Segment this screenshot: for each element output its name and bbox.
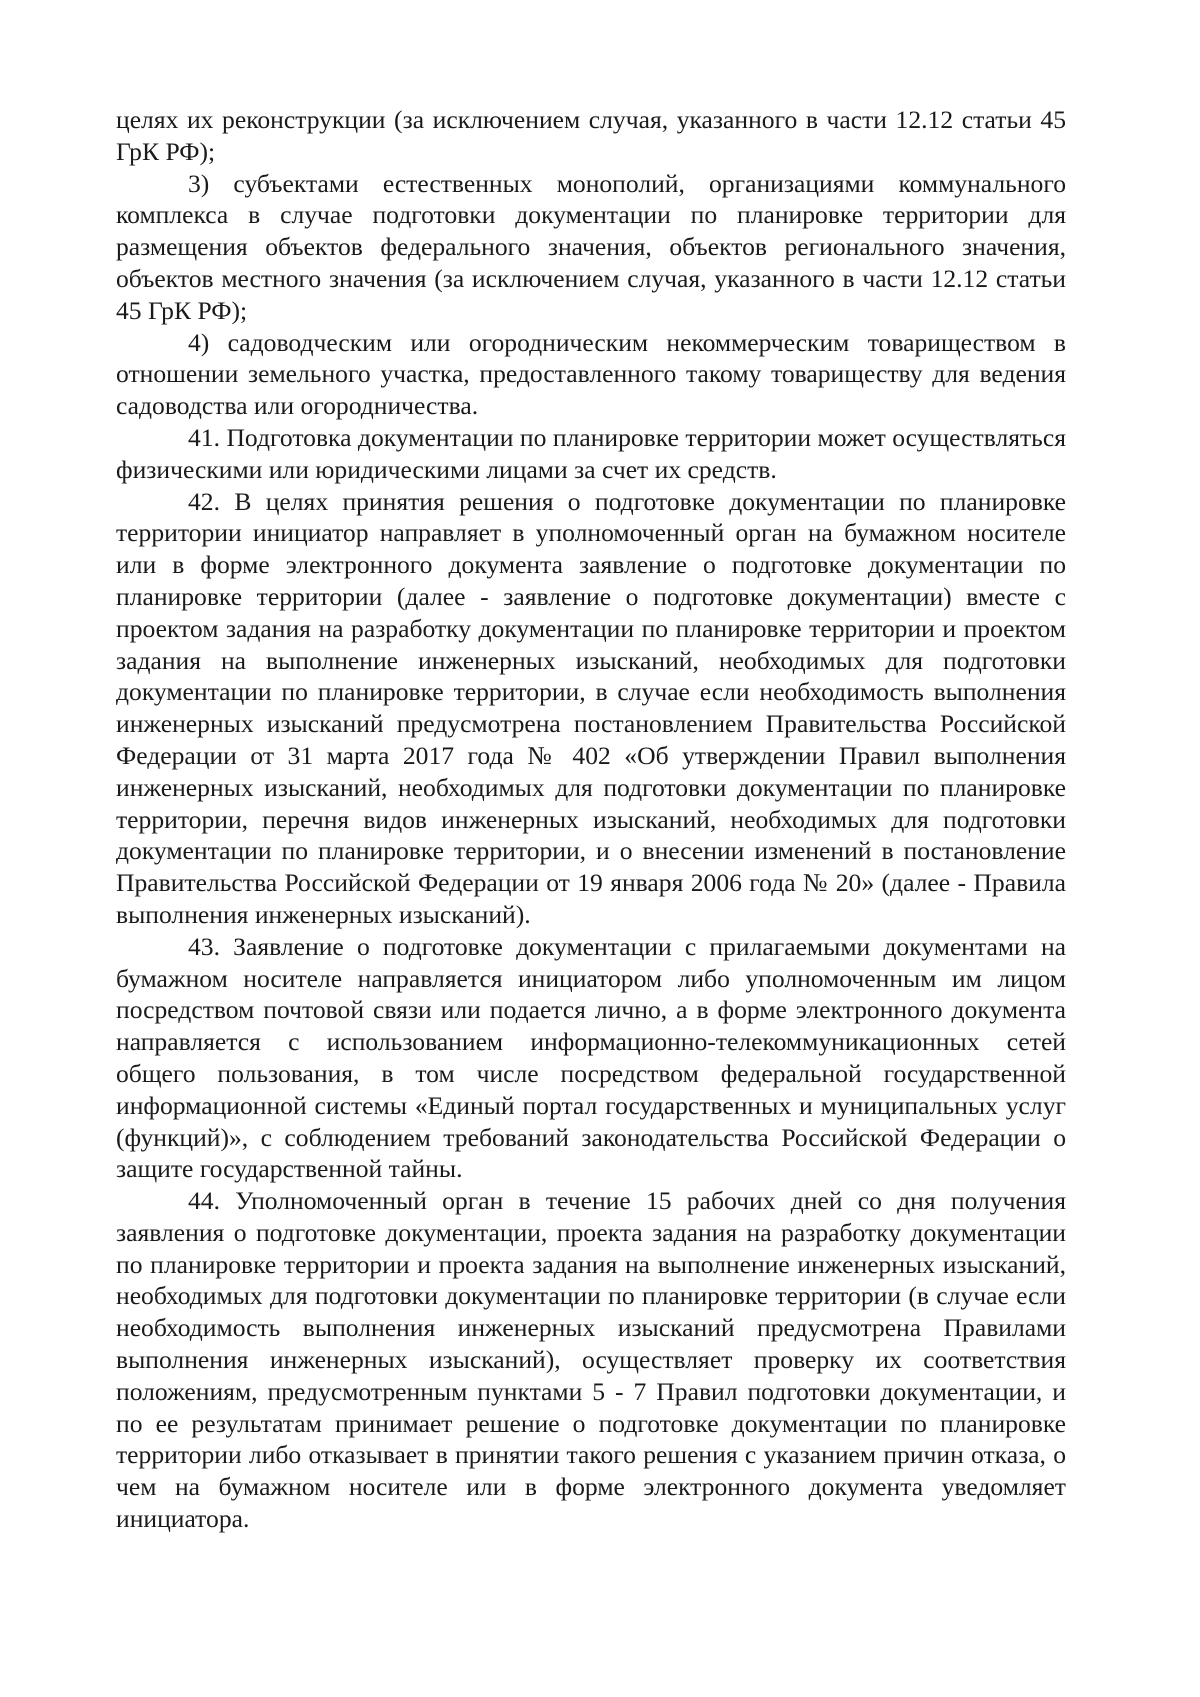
paragraph-item-4: 4) садоводческим или огородническим некоммерческим товариществом в отношении земельного участка, предоставленного такому товариществу для ведения садоводства или огородничества. (116, 327, 1066, 421)
paragraph-continuation: целях их реконструкции (за исключением случая, указанного в части 12.12 статьи 45 ГрК РФ); (116, 105, 1066, 166)
paragraph-44: 44. Уполномоченный орган в течение 15 рабочих дней со дня получения заявления о подготовке документации, проекта задания на разработку документации по планировке территории и проекта задания на выполнение инженерных изысканий, необходимых для подготовки документации по планировке территории (в случае если необходимость выполнения инженерных изысканий предусмотрена Правилами выполнения инженерных изысканий), осуществляет проверку их соответствия положениям, предусмотренным пунктами 5 - 7 Правил подготовки документации, и по ее результатам принимает решение о подготовке документации по планировке территории либо отказывает в принятии такого решения с указанием причин отказа, о чем на бумажном носителе или в форме электронного документа уведомляет инициатора. (116, 1186, 1066, 1534)
document-body (116, 104, 1066, 1535)
paragraph-item-3: 3) субъектами естественных монополий, организациями коммунального комплекса в случае подготовки документации по планировке территории для размещения объектов федерального значения, объектов регионального значения, объектов местного значения (за исключением случая, указанного в части 12.12 статьи 45 ГрК РФ); (116, 168, 1066, 325)
paragraph-42: 42. В целях принятия решения о подготовке документации по планировке территории инициатор направляет в уполномоченный орган на бумажном носителе или в форме электронного документа заявление о подготовке документации по планировке территории (далее - заявление о подготовке документации) вместе с проектом задания на разработку документации по планировке территории и проектом задания на выполнение инженерных изысканий, необходимых для подготовки документации по планировке территории, в случае если необходимость выполнения инженерных изысканий предусмотрена постановлением Правительства Российской Федерации от 31 марта 2017 года № 402 «Об утверждении Правил выполнения инженерных изысканий, необходимых для подготовки документации по планировке территории, перечня видов инженерных изысканий, необходимых для подготовки документации по планировке территории, и о внесении изменений в постановление Правительства Российской Федерации от 19 января 2006 года № 20» (далее - Правила выполнения инженерных изысканий). (116, 486, 1066, 929)
paragraph-41: 41. Подготовка документации по планировке территории может осуществляться физическими или юридическими лицами за счет их средств. (116, 422, 1066, 484)
paragraph-43: 43. Заявление о подготовке документации с прилагаемыми документами на бумажном носителе направляется инициатором либо уполномоченным им лицом посредством почтовой связи или подается лично, а в форме электронного документа направляется с использованием информационно-телекоммуникационных сетей общего пользования, в том числе посредством федеральной государственной информационной системы «Единый портал государственных и муниципальных услуг (функций)», с соблюдением требований законодательства Российской Федерации о защите государственной тайны. (116, 931, 1066, 1184)
